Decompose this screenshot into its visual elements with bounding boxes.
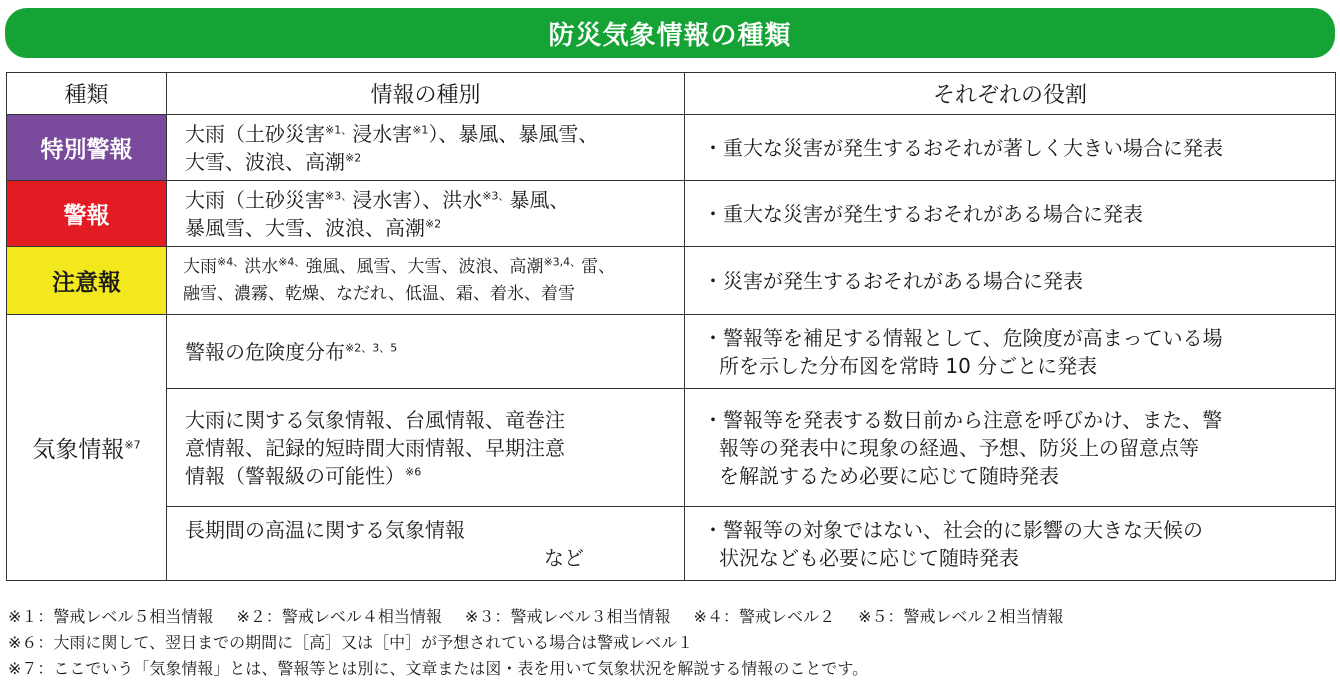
footnote-row [8,656,1334,682]
role-line: 所を示した分布図を常時 10 分ごとに発表 [719,353,1098,378]
footnote: ※１：警戒レベル５相当情報 [8,607,214,626]
info-line: 大雨（土砂災害$^{※3、}$浸水害）、洪水$^{※3、}$暴風、 [185,187,570,212]
footnote: ※４：警戒レベル２ [693,607,835,626]
footnote-row [8,630,1334,656]
role-line: ・重大な災害が発生するおそれがある場合に発表 [703,201,1143,226]
info-advisory [167,247,685,315]
role-advisory [685,247,1336,315]
kind-advisory: 注意報 [7,247,167,315]
role-line: 報等の発表中に現象の経過、予想、防災上の留意点等 [719,435,1199,460]
info-line: 大雨に関する気象情報、台風情報、竜巻注 [185,407,565,432]
info-line: 意情報、記録的短時間大雨情報、早期注意 [185,435,565,460]
table-row-weather-info-2 [7,389,1336,507]
info-weather-1 [167,315,685,389]
info-line: 融雪、濃霧、乾燥、なだれ、低温、霜、着氷、着雪 [183,283,576,304]
kind-weather-info: 気象情報$^{※7}$ [7,315,167,581]
info-warning [167,181,685,247]
footnote: ※２：警戒レベル４相当情報 [236,607,442,626]
footnote: ※３：警戒レベル３相当情報 [465,607,671,626]
table-row-special-warning [7,115,1336,181]
info-special-warning [167,115,685,181]
role-weather-2 [685,389,1336,507]
page-title: 防災気象情報の種類 [5,8,1335,58]
role-weather-3 [685,507,1336,581]
role-line: を解説するため必要に応じて随時発表 [719,463,1059,488]
info-line: 大雨（土砂災害$^{※1、}$浸水害$^{※1}$）、暴風、暴風雪、 [185,121,599,146]
info-line: 警報の危険度分布$^{※2、3、5}$ [185,339,398,364]
role-weather-1 [685,315,1336,389]
table-header-row [7,73,1336,115]
info-weather-3 [167,507,685,581]
role-line: ・重大な災害が発生するおそれが著しく大きい場合に発表 [703,135,1223,160]
info-line: 暴風雪、大雪、波浪、高潮$^{※2}$ [185,215,442,240]
footnote: ※５：警戒レベル２相当情報 [858,607,1064,626]
info-line: 大雨$^{※4、}$洪水$^{※4、}$強風、風雪、大雪、波浪、高潮$^{※3,4、}$雷、 [183,254,616,277]
role-special-warning [685,115,1336,181]
role-line: ・警報等の対象ではない、社会的に影響の大きな天候の [703,517,1203,542]
kind-special-warning: 特別警報 [7,115,167,181]
info-weather-2 [167,389,685,507]
role-line: 状況なども必要に応じて随時発表 [719,545,1019,570]
role-warning [685,181,1336,247]
info-line: 情報（警報級の可能性）$^{※6}$ [185,463,422,488]
header-role: それぞれの役割 [685,73,1336,115]
info-types-table [6,72,1336,581]
table-row-warning [7,181,1336,247]
info-line: など [544,545,584,570]
role-line: ・警報等を補足する情報として、危険度が高まっている場 [703,325,1223,350]
table-row-weather-info-3 [7,507,1336,581]
table-row-weather-info-1 [7,315,1336,389]
footnote: ※６：大雨に関して、翌日までの期間に［高］又は［中］が予想されている場合は警戒レベル１ [8,633,694,652]
role-line: ・警報等を発表する数日前から注意を呼びかけ、また、警 [703,407,1223,432]
kind-warning: 警報 [7,181,167,247]
footnotes [8,604,1334,682]
info-line: 大雪、波浪、高潮$^{※2}$ [185,149,362,174]
header-info-type: 情報の種別 [167,73,685,115]
footnote: ※７：ここでいう「気象情報」とは、警報等とは別に、文章または図・表を用いて気象状況を解説する情報のことです。 [8,659,869,678]
info-line: 長期間の高温に関する気象情報 [185,517,465,542]
role-line: ・災害が発生するおそれがある場合に発表 [703,268,1083,293]
table-row-advisory [7,247,1336,315]
header-kind: 種類 [7,73,167,115]
footnote-row [8,604,1334,630]
